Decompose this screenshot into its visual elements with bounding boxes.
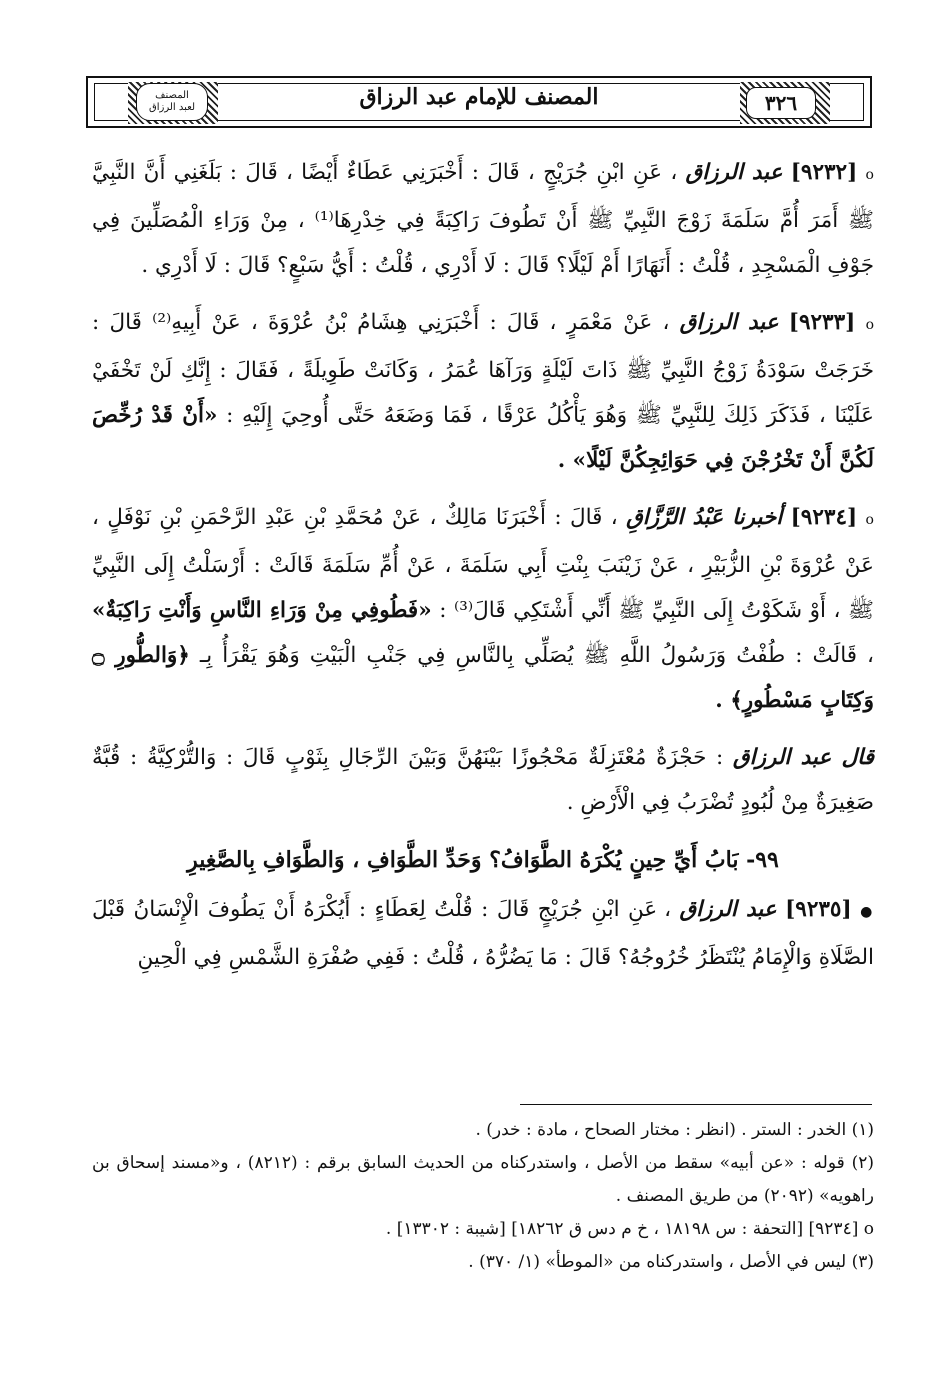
hadith-9232	[92, 150, 874, 288]
hadith-number: [٩٢٣٥]	[785, 897, 852, 922]
commentary-source: قال عبد الرزاق	[732, 745, 874, 770]
chapter-heading: ٩٩- بَابُ أَيِّ حِينٍ يُكْرَهُ الطَّوَافُ؟ وَحَدِّ الطَّوَافِ ، وَالطَّوَافِ بِالصَّغِيرِ	[187, 847, 779, 873]
author-commentary	[92, 735, 874, 825]
hadith-text: ، قَالَ : أَخْبَرَنَا مَالِكٌ ، عَنْ مُحَمَّدِ بْنِ عَبْدِ الرَّحْمَنِ بْنِ نَوْفَلٍ ، عَنْ عُرْوَةَ بْنِ الزُّبَيْرِ ، عَنْ زَيْنَبَ بِنْتِ أَبِي سَلَمَةَ ، عَنْ أُمِّ سَلَمَةَ قَالَتْ : أَرْسَلْتُ إِلَى النَّبِيِّ ﷺ ، أَوْ شَكَوْتُ إِلَى النَّبِيِّ ﷺ أَنِّي أَشْتَكِي قَالَ⁽³⁾ :	[92, 505, 874, 623]
footnote-separator	[520, 1104, 872, 1105]
hadith-source: عبد الرزاق	[685, 160, 783, 185]
hadith-9235	[92, 887, 874, 980]
hadith-quote: «أَنْ قَدْ رُخِّصَ لَكُنَّ أَنْ تَخْرُجْنَ فِي حَوَائِجِكُنَّ لَيْلًا» .	[92, 403, 874, 473]
hadith-9234	[92, 495, 874, 723]
hadith-source: أخبرنا عَبْدُ الرَّزَّاقِ	[626, 505, 783, 530]
footnote: (١) الخدر : الستر . (انظر : مختار الصحاح ، مادة : خدر) .	[475, 1120, 874, 1140]
page-header	[86, 76, 872, 128]
footnotes	[92, 1114, 874, 1279]
commentary-text: : حَجْزَةٌ مُعْتَزِلَةٌ مَحْجُوزًا بَيْنَهُنَّ وَبَيْنَ الرِّجَالِ بِثَوْبٍ قَالَ : وَالتُّرْكِيَّةُ : قُبَّةٌ صَغِيرَةٌ مِنْ لُبُودٍ تُضْرَبُ فِي الْأَرْضِ .	[92, 745, 874, 815]
hadith-marker: ο	[865, 317, 874, 333]
hadith-text: ، عَنِ ابْنِ جُرَيْجٍ ، قَالَ : أَخْبَرَنِي عَطَاءٌ أَيْضًا ، قَالَ : بَلَغَنِي أَنَّ النَّبِيَّ ﷺ أَمَرَ أُمَّ سَلَمَةَ زَوْجَ النَّبِيِّ ﷺ أَنْ تَطُوفَ رَاكِبَةً فِي خِدْرِهَا⁽¹⁾ ، مِنْ وَرَاءِ الْمُصَلِّينَ فِي جَوْفِ الْمَسْجِدِ ، قُلْتُ : أَنَهَارًا أَمْ لَيْلًا؟ قَالَ : لَا أَدْرِي ، قُلْتُ : أَيُّ سَبْعٍ؟ قَالَ : لَا أَدْرِي .	[92, 160, 875, 278]
hadith-source: عبد الرزاق	[679, 310, 779, 335]
main-text	[92, 150, 874, 992]
hadith-source: عبد الرزاق	[679, 897, 777, 922]
footnote: (٣) ليس في الأصل ، واستدركناه من «الموطأ» (١/ ٣٧٠) .	[468, 1252, 874, 1272]
hadith-number: [٩٢٣٣]	[788, 310, 856, 335]
page-number: ٣٢٦	[746, 87, 816, 119]
hadith-marker: ●	[860, 904, 874, 920]
hadith-9233	[92, 300, 874, 483]
hadith-marker: ο	[865, 167, 874, 183]
hadith-text: ، عَنْ مَعْمَرٍ ، قَالَ : أَخْبَرَنِي هِشَامُ بْنُ عُرْوَةَ ، عَنْ أَبِيهِ⁽²⁾ قَالَ : خَرَجَتْ سَوْدَةُ زَوْجُ النَّبِيِّ ﷺ ذَاتَ لَيْلَةٍ وَرَآهَا عُمَرُ ، وَكَانَتْ طَوِيلَةً ، فَقَالَ : إِنَّكِ لَنْ تَخْفَيْ عَلَيْنَا ، فَذَكَرَ ذَلِكَ لِلنَّبِيِّ ﷺ وَهُوَ يَأْكُلُ عَرْقًا ، فَمَا وَضَعَهُ حَتَّى أُوحِيَ إِلَيْهِ :	[92, 310, 874, 428]
hadith-marker: ο	[865, 512, 874, 528]
footnote: (٢) قوله : «عن أبيه» سقط من الأصل ، واستدركناه من الحديث السابق برقم : (٨٢١٢) ، و«مسند إسحاق بن راهويه» (٢٠٩٢) من طريق المصنف .	[92, 1153, 874, 1206]
book-seal-logo: المصنف لعبد الرزاق	[136, 83, 208, 121]
hadith-text-continued: ، قَالَتْ : طُفْتُ وَرَسُولُ اللَّهِ ﷺ يُصَلِّي بِالنَّاسِ فِي جَنْبِ الْبَيْتِ وَهُوَ يَقْرَأُ بِـ	[199, 643, 874, 668]
footnote: ο [٩٢٣٤] [التحفة : س ١٨١٩٨ ، خ م دس ق ١٨٢٦٢] [شيبة : ١٣٣٠٢] .	[385, 1219, 874, 1239]
quran-verse: ﴿وَالطُّورِ ۝ وَكِتَابٍ مَسْطُورٍ﴾ .	[92, 643, 874, 713]
hadith-quote: «فَطُوفِي مِنْ وَرَاءِ النَّاسِ وَأَنْتِ رَاكِبَةٌ»	[92, 598, 432, 623]
hadith-number: [٩٢٣٢]	[790, 160, 858, 185]
running-title: المصنف للإمام عبد الرزاق	[359, 84, 599, 110]
hadith-text: ، عَنِ ابْنِ جُرَيْجٍ قَالَ : قُلْتُ لِعَطَاءٍ : أَيُكْرَهُ أَنْ يَطُوفَ الْإِنْسَانُ قَبْلَ الصَّلَاةِ وَالْإِمَامُ يُنْتَظَرُ خُرُوجُهُ؟ قَالَ : مَا يَضُرُّهُ ، قُلْتُ : فَفِي صُفْرَةِ الشَّمْسِ فِي الْحِينِ	[92, 897, 874, 970]
hadith-number: [٩٢٣٤]	[790, 505, 858, 530]
